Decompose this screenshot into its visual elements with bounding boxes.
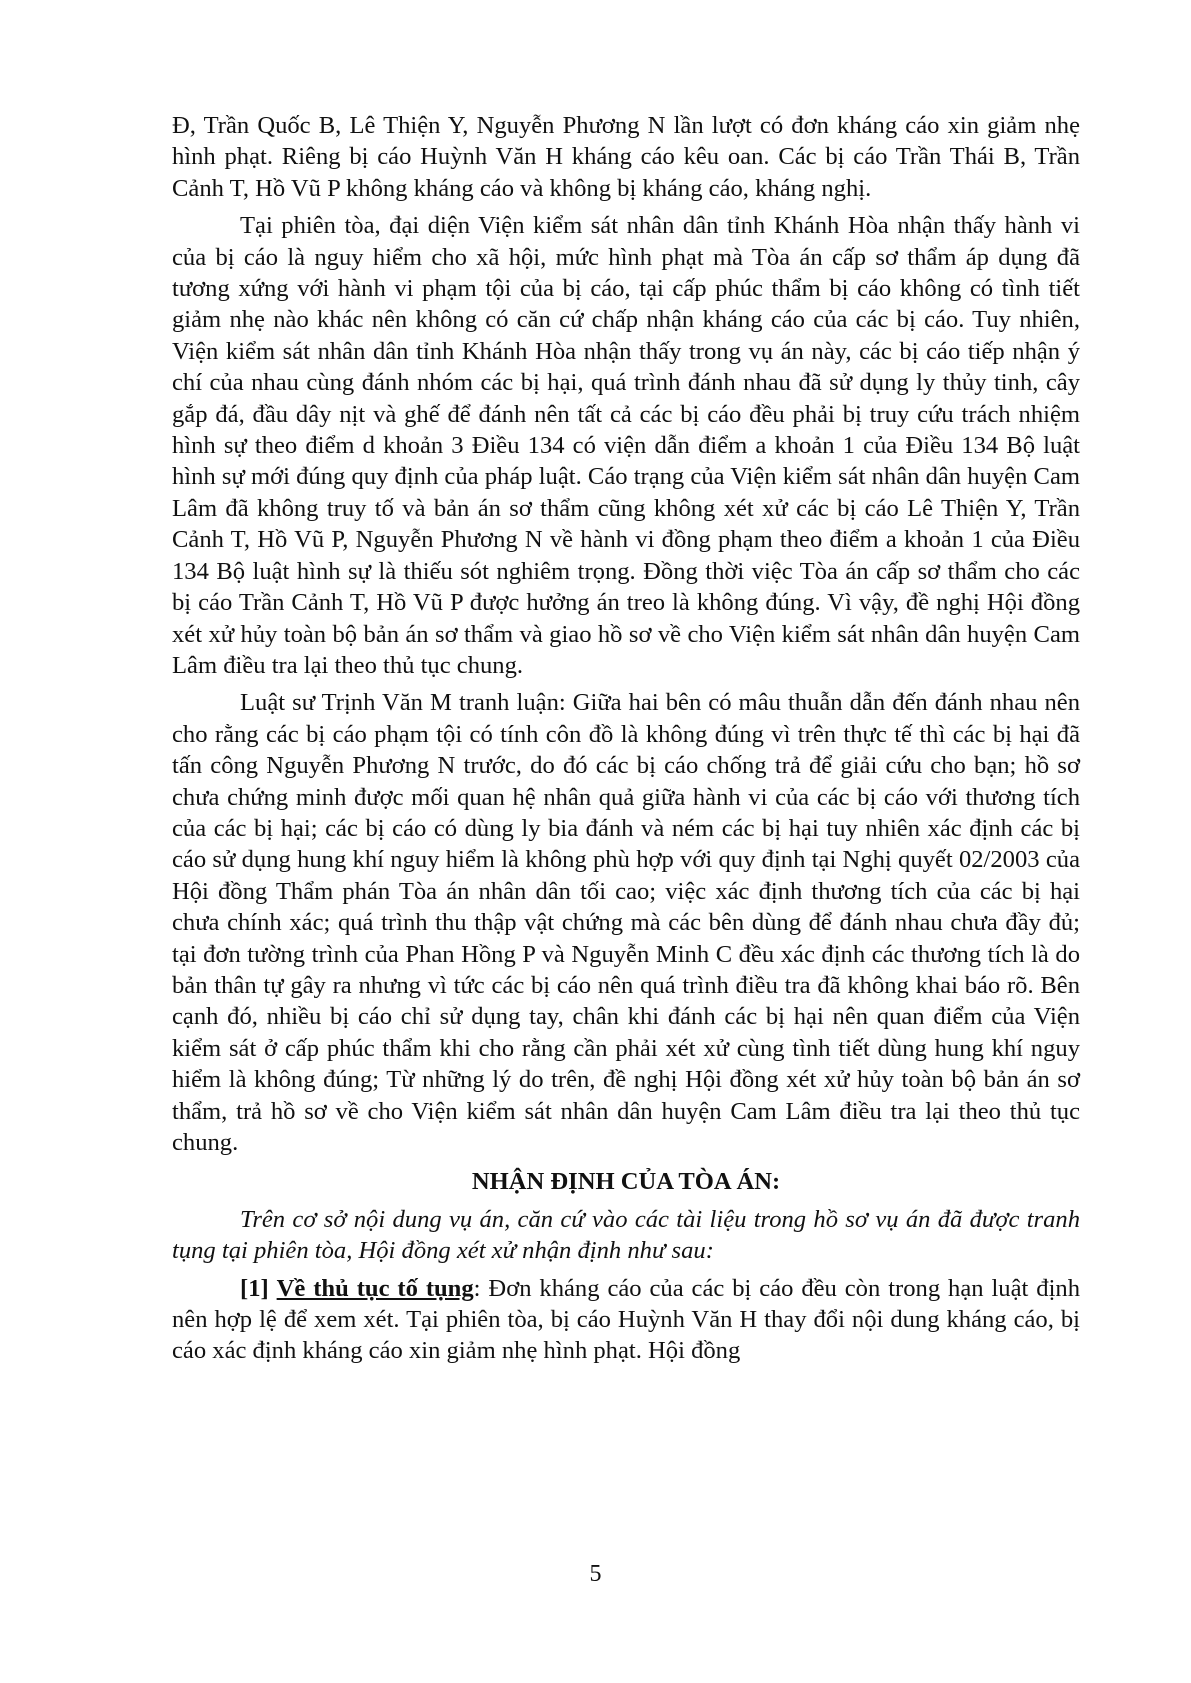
paragraph-lawyer-argument: Luật sư Trịnh Văn M tranh luận: Giữa hai bên có mâu thuẫn dẫn đến đánh nhau nên cho rằng các bị cáo phạm tội có tính côn đồ là không đúng vì trên thực tế thì các bị hại đã tấn công Nguyễn Phương N trước, do đó các bị cáo chống trả để giải cứu cho bạn; hồ sơ chưa chứng minh được mối quan hệ nhân quả giữa hành vi của các bị cáo với thương tích của các bị hại; các bị cáo có dùng ly bia đánh và ném các bị hại tuy nhiên xác định các bị cáo sử dụng hung khí nguy hiểm là không phù hợp với quy định tại Nghị quyết 02/2003 của Hội đồng Thẩm phán Tòa án nhân dân tối cao; việc xác định thương tích của các bị hại chưa chính xác; quá trình thu thập vật chứng mà các bên dùng để đánh nhau chưa đầy đủ; tại đơn tường trình của Phan Hồng P và Nguyễn Minh C đều xác định các thương tích là do bản thân tự gây ra nhưng vì tức các bị cáo nên quá trình điều tra đã không khai báo rõ. Bên cạnh đó, nhiều bị cáo chỉ sử dụng tay, chân khi đánh các bị hại nên quan điểm của Viện kiểm sát ở cấp phúc thẩm khi cho rằng cần phải xét xử cùng tình tiết dùng hung khí nguy hiểm là không đúng; Từ những lý do trên, đề nghị Hội đồng xét xử hủy toàn bộ bản án sơ thẩm, trả hồ sơ về cho Viện kiểm sát nhân dân huyện Cam Lâm điều tra lại theo thủ tục chung. (172, 689, 1080, 1156)
page-content (172, 110, 1080, 1373)
court-findings-intro: Trên cơ sở nội dung vụ án, căn cứ vào các tài liệu trong hồ sơ vụ án đã được tranh tụng tại phiên tòa, Hội đồng xét xử nhận định như sau: (172, 1205, 1080, 1265)
finding-item-1 (172, 1273, 1080, 1367)
paragraph-procuracy-opinion: Tại phiên tòa, đại diện Viện kiểm sát nhân dân tỉnh Khánh Hòa nhận thấy hành vi của bị cáo là nguy hiểm cho xã hội, mức hình phạt mà Tòa án cấp sơ thẩm áp dụng đã tương xứng với hành vi phạm tội của bị cáo, tại cấp phúc thẩm bị cáo không có tình tiết giảm nhẹ nào khác nên không có căn cứ chấp nhận kháng cáo của các bị cáo. Tuy nhiên, Viện kiểm sát nhân dân tỉnh Khánh Hòa nhận thấy trong vụ án này, các bị cáo tiếp nhận ý chí của nhau cùng đánh nhóm các bị hại, quá trình đánh nhau đã sử dụng ly thủy tinh, cây gắp đá, đầu dây nịt và ghế để đánh nên tất cả các bị cáo đều phải bị truy cứu trách nhiệm hình sự theo điểm d khoản 3 Điều 134 có viện dẫn điểm a khoản 1 của Điều 134 Bộ luật hình sự mới đúng quy định của pháp luật. Cáo trạng của Viện kiểm sát nhân dân huyện Cam Lâm đã không truy tố và bản án sơ thẩm cũng không xét xử các bị cáo Lê Thiện Y, Trần Cảnh T, Hồ Vũ P, Nguyễn Phương N về hành vi đồng phạm theo điểm a khoản 1 của Điều 134 Bộ luật hình sự là thiếu sót nghiêm trọng. Đồng thời việc Tòa án cấp sơ thẩm cho các bị cáo Trần Cảnh T, Hồ Vũ P được hưởng án treo là không đúng. Vì vậy, đề nghị Hội đồng xét xử hủy toàn bộ bản án sơ thẩm và giao hồ sơ về cho Viện kiểm sát nhân dân huyện Cam Lâm điều tra lại theo thủ tục chung. (172, 212, 1080, 679)
finding-item-1-title: Về thủ tục tố tụng (276, 1274, 474, 1302)
section-heading: NHẬN ĐỊNH CỦA TÒA ÁN: (471, 1168, 781, 1196)
page-number: 5 (589, 1561, 602, 1587)
paragraph-appeals: Đ, Trần Quốc B, Lê Thiện Y, Nguyễn Phương N lần lượt có đơn kháng cáo xin giảm nhẹ hình phạt. Riêng bị cáo Huỳnh Văn H kháng cáo kêu oan. Các bị cáo Trần Thái B, Trần Cảnh T, Hồ Vũ P không kháng cáo và không bị kháng cáo, kháng nghị. (172, 112, 1080, 202)
finding-item-1-number: [1] (240, 1274, 269, 1302)
finding-item-1-text: : Đơn kháng cáo của các bị cáo đều còn trong hạn luật định nên hợp lệ để xem xét. Tại phiên tòa, bị cáo Huỳnh Văn H thay đổi nội dung kháng cáo, bị cáo xác định kháng cáo xin giảm nhẹ hình phạt. Hội đồng (172, 1274, 1080, 1365)
